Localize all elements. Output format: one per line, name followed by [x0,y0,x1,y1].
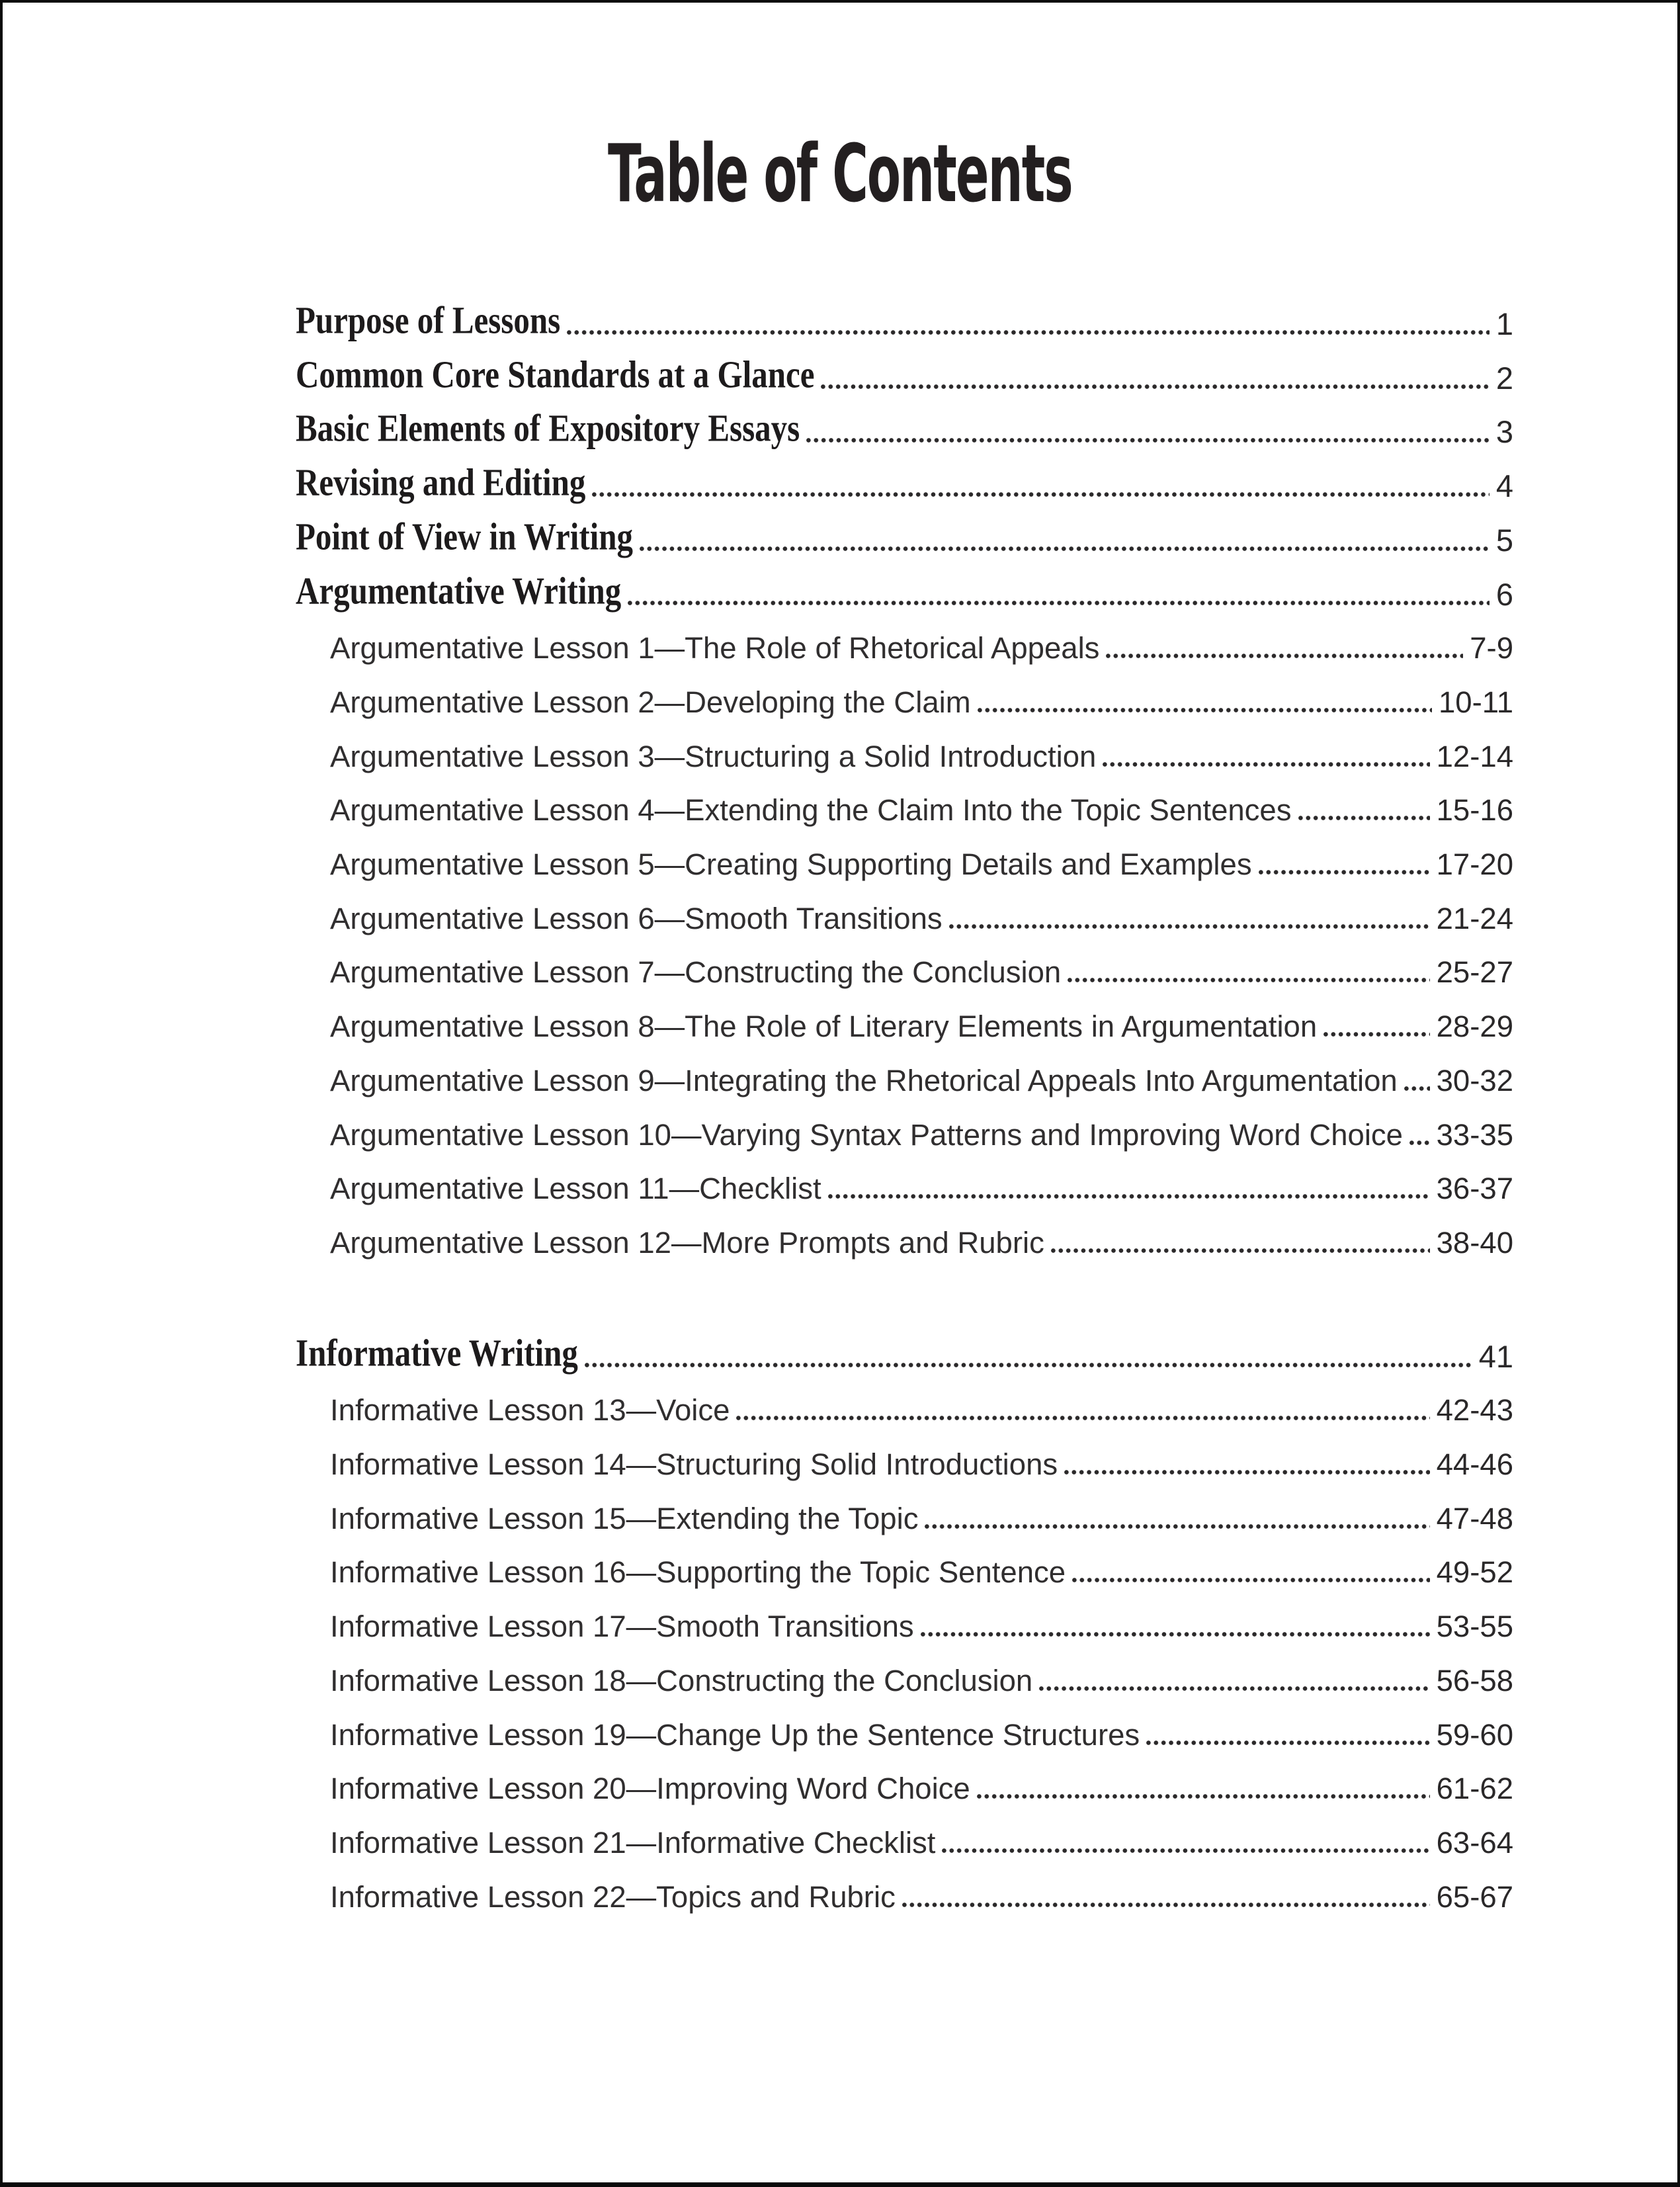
toc-row [296,1054,1513,1108]
toc-entry-page: 56-58 [1436,1663,1513,1697]
dot-leader [942,1848,1429,1853]
toc-row [296,1216,1513,1270]
toc-entry-label: Basic Elements of Expository Essays [296,406,800,450]
toc-entry-label: Point of View in Writing [296,515,634,558]
toc-entry-label: Informative Lesson 16—Supporting the Topic Sentence [330,1555,1066,1590]
toc-row [296,837,1513,892]
toc-entry-page: 30-32 [1436,1063,1513,1097]
toc-entry-page: 38-40 [1436,1225,1513,1260]
toc-entry-label: Argumentative Lesson 5—Creating Supporting Details and Examples [330,847,1252,882]
toc-row [296,1492,1513,1546]
dot-leader [585,1363,1472,1367]
toc-row [296,945,1513,1000]
toc-entry-label: Purpose of Lessons [296,298,561,342]
toc-entry-label: Informative Lesson 14—Structuring Solid Introductions [330,1447,1058,1482]
toc-entry-page: 49-52 [1436,1555,1513,1590]
table-of-contents [3,297,1677,1924]
toc-entry-label: Argumentative Lesson 3—Structuring a Solid Introduction [330,739,1097,773]
dot-leader [821,384,1489,389]
toc-entry-label: Argumentative Lesson 1—The Role of Rhetorical Appeals [330,631,1100,665]
toc-entry-page: 12-14 [1436,739,1513,773]
dot-leader [592,492,1489,497]
dot-leader [977,1794,1430,1799]
toc-row [296,621,1513,675]
toc-entry-label: Argumentative Lesson 9—Integrating the Rhetorical Appeals Into Argumentation [330,1063,1398,1097]
toc-entry-page: 3 [1495,414,1513,450]
toc-entry-page: 25-27 [1436,955,1513,990]
dot-leader [902,1903,1430,1907]
toc-entry-label: Argumentative Lesson 4—Extending the Claim Into the Topic Sentences [330,793,1292,828]
toc-entry-page: 44-46 [1436,1447,1513,1482]
title-area [3,128,1677,220]
toc-row [296,892,1513,946]
dot-leader [978,708,1432,712]
toc-row [296,1545,1513,1600]
toc-row [296,1000,1513,1054]
toc-row [296,568,1513,622]
toc-entry-page: 53-55 [1436,1609,1513,1644]
dot-leader [1404,1086,1430,1091]
toc-entry-page: 7-9 [1470,631,1513,665]
page-title: Table of Contents [608,128,1072,220]
toc-entry-page: 63-64 [1436,1825,1513,1860]
toc-entry-label: Argumentative Lesson 2—Developing the Claim [330,685,971,719]
toc-row [296,1654,1513,1708]
toc-entry-page: 2 [1495,360,1513,396]
toc-entry-label: Informative Lesson 20—Improving Word Choice [330,1772,970,1806]
toc-row [296,783,1513,837]
dot-leader [925,1524,1429,1529]
dot-leader [1106,654,1463,658]
toc-entry-page: 65-67 [1436,1879,1513,1914]
toc-entry-label: Revising and Editing [296,460,586,504]
toc-row [296,1816,1513,1870]
dot-leader [736,1416,1429,1420]
toc-entry-label: Informative Lesson 21—Informative Checklist [330,1825,936,1860]
dot-leader [1051,1248,1430,1253]
toc-row [296,1762,1513,1816]
toc-entry-label: Argumentative Writing [296,568,622,612]
dot-leader [921,1632,1430,1637]
dot-leader [1259,870,1430,875]
dot-leader [1146,1740,1429,1745]
toc-entry-label: Informative Lesson 18—Constructing the Conclusion [330,1663,1033,1697]
toc-entry-label: Informative Lesson 22—Topics and Rubric [330,1879,896,1914]
toc-entry-label: Informative Lesson 15—Extending the Topic [330,1501,919,1535]
toc-entry-label: Informative Writing [296,1331,578,1374]
toc-entry-page: 15-16 [1436,793,1513,828]
toc-row [296,675,1513,730]
dot-leader [1072,1578,1430,1582]
toc-row [296,1330,1513,1384]
toc-entry-label: Argumentative Lesson 10—Varying Syntax Patterns and Improving Word Choice [330,1117,1403,1152]
toc-entry-page: 47-48 [1436,1501,1513,1535]
toc-row [296,1870,1513,1924]
toc-entry-label: Common Core Standards at a Glance [296,353,815,396]
toc-entry-label: Informative Lesson 17—Smooth Transitions [330,1609,914,1644]
toc-entry-page: 61-62 [1436,1772,1513,1806]
dot-leader [567,330,1490,335]
toc-entry-label: Argumentative Lesson 8—The Role of Literary Elements in Argumentation [330,1009,1318,1044]
toc-row [296,1108,1513,1162]
toc-entry-page: 21-24 [1436,901,1513,935]
dot-leader [1323,1032,1429,1037]
dot-leader [828,1194,1430,1199]
toc-entry-page: 10-11 [1439,685,1513,719]
dot-leader [1298,816,1430,820]
toc-entry-page: 5 [1495,522,1513,558]
toc-entry-label: Argumentative Lesson 11—Checklist [330,1172,821,1206]
toc-entry-page: 33-35 [1436,1117,1513,1152]
dot-leader [1068,978,1429,982]
toc-row [296,1383,1513,1437]
toc-row [296,1708,1513,1762]
toc-entry-page: 28-29 [1436,1009,1513,1044]
dot-leader [806,438,1490,443]
toc-entry-page: 17-20 [1436,847,1513,882]
toc-entry-label: Informative Lesson 19—Change Up the Sentence Structures [330,1717,1140,1752]
toc-entry-page: 41 [1478,1338,1513,1374]
toc-entry-label: Argumentative Lesson 6—Smooth Transitions [330,901,943,935]
dot-leader [640,546,1490,551]
dot-leader [1409,1140,1430,1145]
toc-entry-page: 6 [1495,576,1513,612]
toc-entry-label: Argumentative Lesson 7—Constructing the Conclusion [330,955,1062,990]
toc-row [296,1600,1513,1654]
dot-leader [628,601,1490,605]
dot-leader [1039,1686,1429,1691]
toc-entry-page: 42-43 [1436,1393,1513,1428]
dot-leader [949,924,1430,929]
dot-leader [1103,762,1429,767]
toc-entry-page: 4 [1495,468,1513,504]
toc-entry-label: Argumentative Lesson 12—More Prompts and Rubric [330,1225,1044,1260]
dot-leader [1064,1470,1429,1475]
toc-row [296,1162,1513,1216]
toc-row [296,730,1513,784]
toc-entry-page: 1 [1495,306,1513,341]
toc-entry-page: 36-37 [1436,1172,1513,1206]
toc-entry-label: Informative Lesson 13—Voice [330,1393,730,1428]
toc-entry-page: 59-60 [1436,1717,1513,1752]
toc-row [296,1437,1513,1492]
